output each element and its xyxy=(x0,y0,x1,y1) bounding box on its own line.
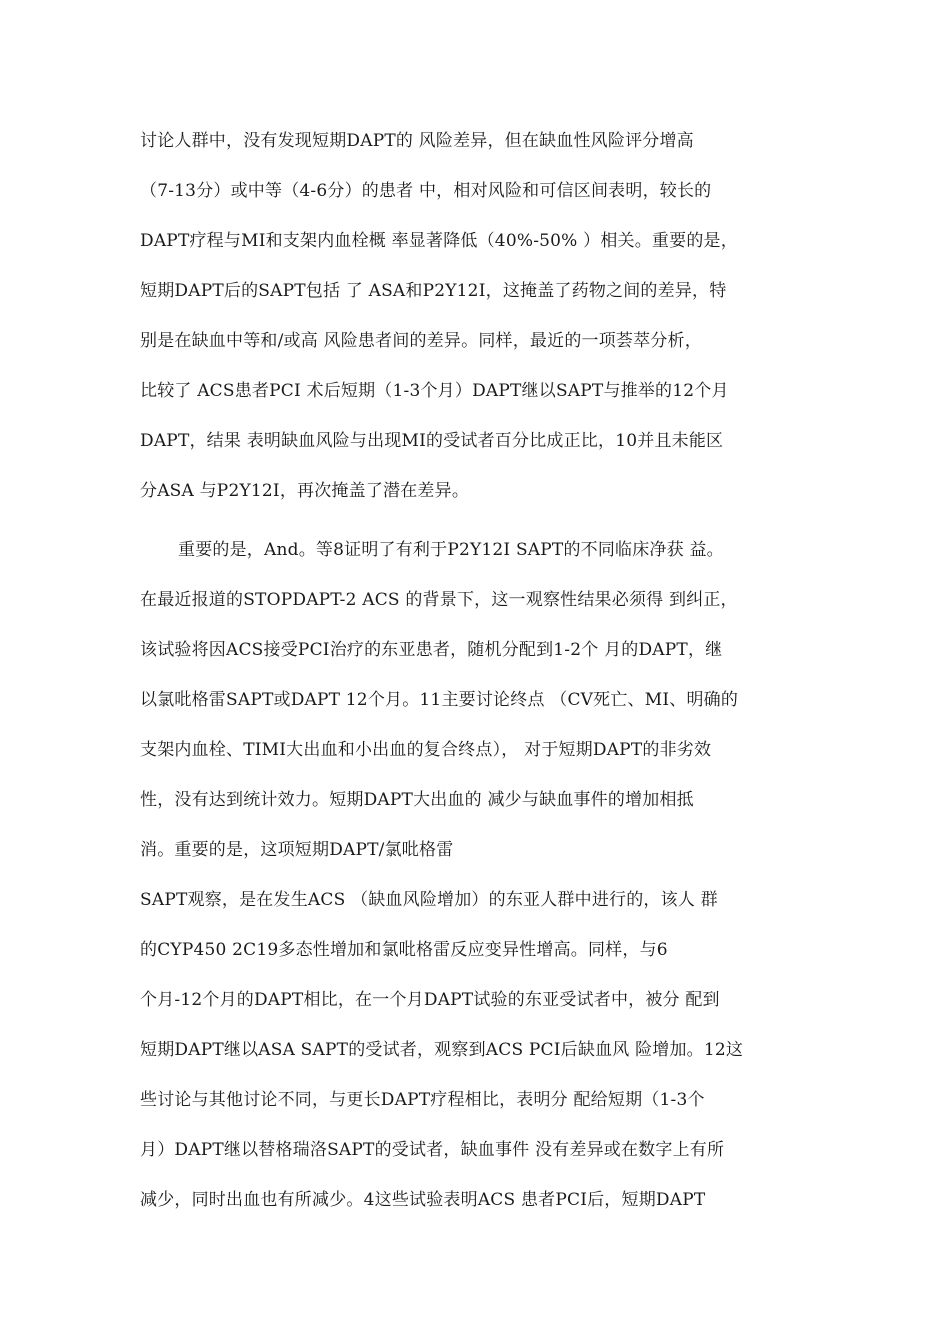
text-line: 的CYP450 2C19多态性增加和氯吡格雷反应变异性增高。同样，与6 xyxy=(140,940,668,960)
text-line: DAPT疗程与MI和支架内血栓概 率显著降低（40%-50% ）相关。重要的是， xyxy=(140,231,738,251)
text-line: （7-13分）或中等（4-6分）的患者 中，相对风险和可信区间表明，较长的 xyxy=(140,181,712,201)
text-line: 比较了 ACS患者PCI 术后短期（1-3个月）DAPT继以SAPT与推举的12个月 xyxy=(140,381,729,401)
text-line: 月）DAPT继以替格瑞洛SAPT的受试者，缺血事件 没有差异或在数字上有所 xyxy=(140,1140,725,1160)
text-line: 支架内血栓、TIMI大出血和小出血的复合终点）， 对于短期DAPT的非劣效 xyxy=(140,740,712,760)
text-line: 性，没有达到统计效力。短期DAPT大出血的 减少与缺血事件的增加相抵 xyxy=(140,790,694,810)
text-line: 减少，同时出血也有所减少。4这些试验表明ACS 患者PCI后，短期DAPT xyxy=(140,1190,706,1210)
text-line: SAPT观察，是在发生ACS （缺血风险增加）的东亚人群中进行的，该人 群 xyxy=(140,890,718,910)
text-line: 短期DAPT后的SAPT包括 了 ASA和P2Y12I，这掩盖了药物之间的差异，特 xyxy=(140,281,727,301)
text-line: 在最近报道的STOPDAPT-2 ACS 的背景下，这一观察性结果必须得 到纠正， xyxy=(140,590,738,610)
text-line: 些讨论与其他讨论不同，与更长DAPT疗程相比，表明分 配给短期（1-3个 xyxy=(140,1090,705,1110)
text-line: 讨论人群中，没有发现短期DAPT的 风险差异，但在缺血性风险评分增高 xyxy=(140,131,694,151)
text-line: DAPT，结果 表明缺血风险与出现MI的受试者百分比成正比，10并且未能区 xyxy=(140,431,724,451)
text-line: 个月-12个月的DAPT相比，在一个月DAPT试验的东亚受试者中，被分 配到 xyxy=(140,990,720,1010)
text-line: 重要的是，And。等8证明了有利于P2Y12I SAPT的不同临床净获 益。 xyxy=(178,540,724,560)
text-line: 别是在缺血中等和/或高 风险患者间的差异。同样，最近的一项荟萃分析， xyxy=(140,331,702,351)
text-line: 消。重要的是，这项短期DAPT/氯吡格雷 xyxy=(140,840,454,860)
text-line: 以氯吡格雷SAPT或DAPT 12个月。11主要讨论终点 （CV死亡、MI、明确的 xyxy=(140,690,739,710)
text-line: 分ASA 与P2Y12I，再次掩盖了潜在差异。 xyxy=(140,481,470,501)
text-line: 短期DAPT继以ASA SAPT的受试者，观察到ACS PCI后缺血风 险增加。12这 xyxy=(140,1040,744,1060)
text-line: 该试验将因ACS接受PCI治疗的东亚患者，随机分配到1-2个 月的DAPT，继 xyxy=(140,640,723,660)
